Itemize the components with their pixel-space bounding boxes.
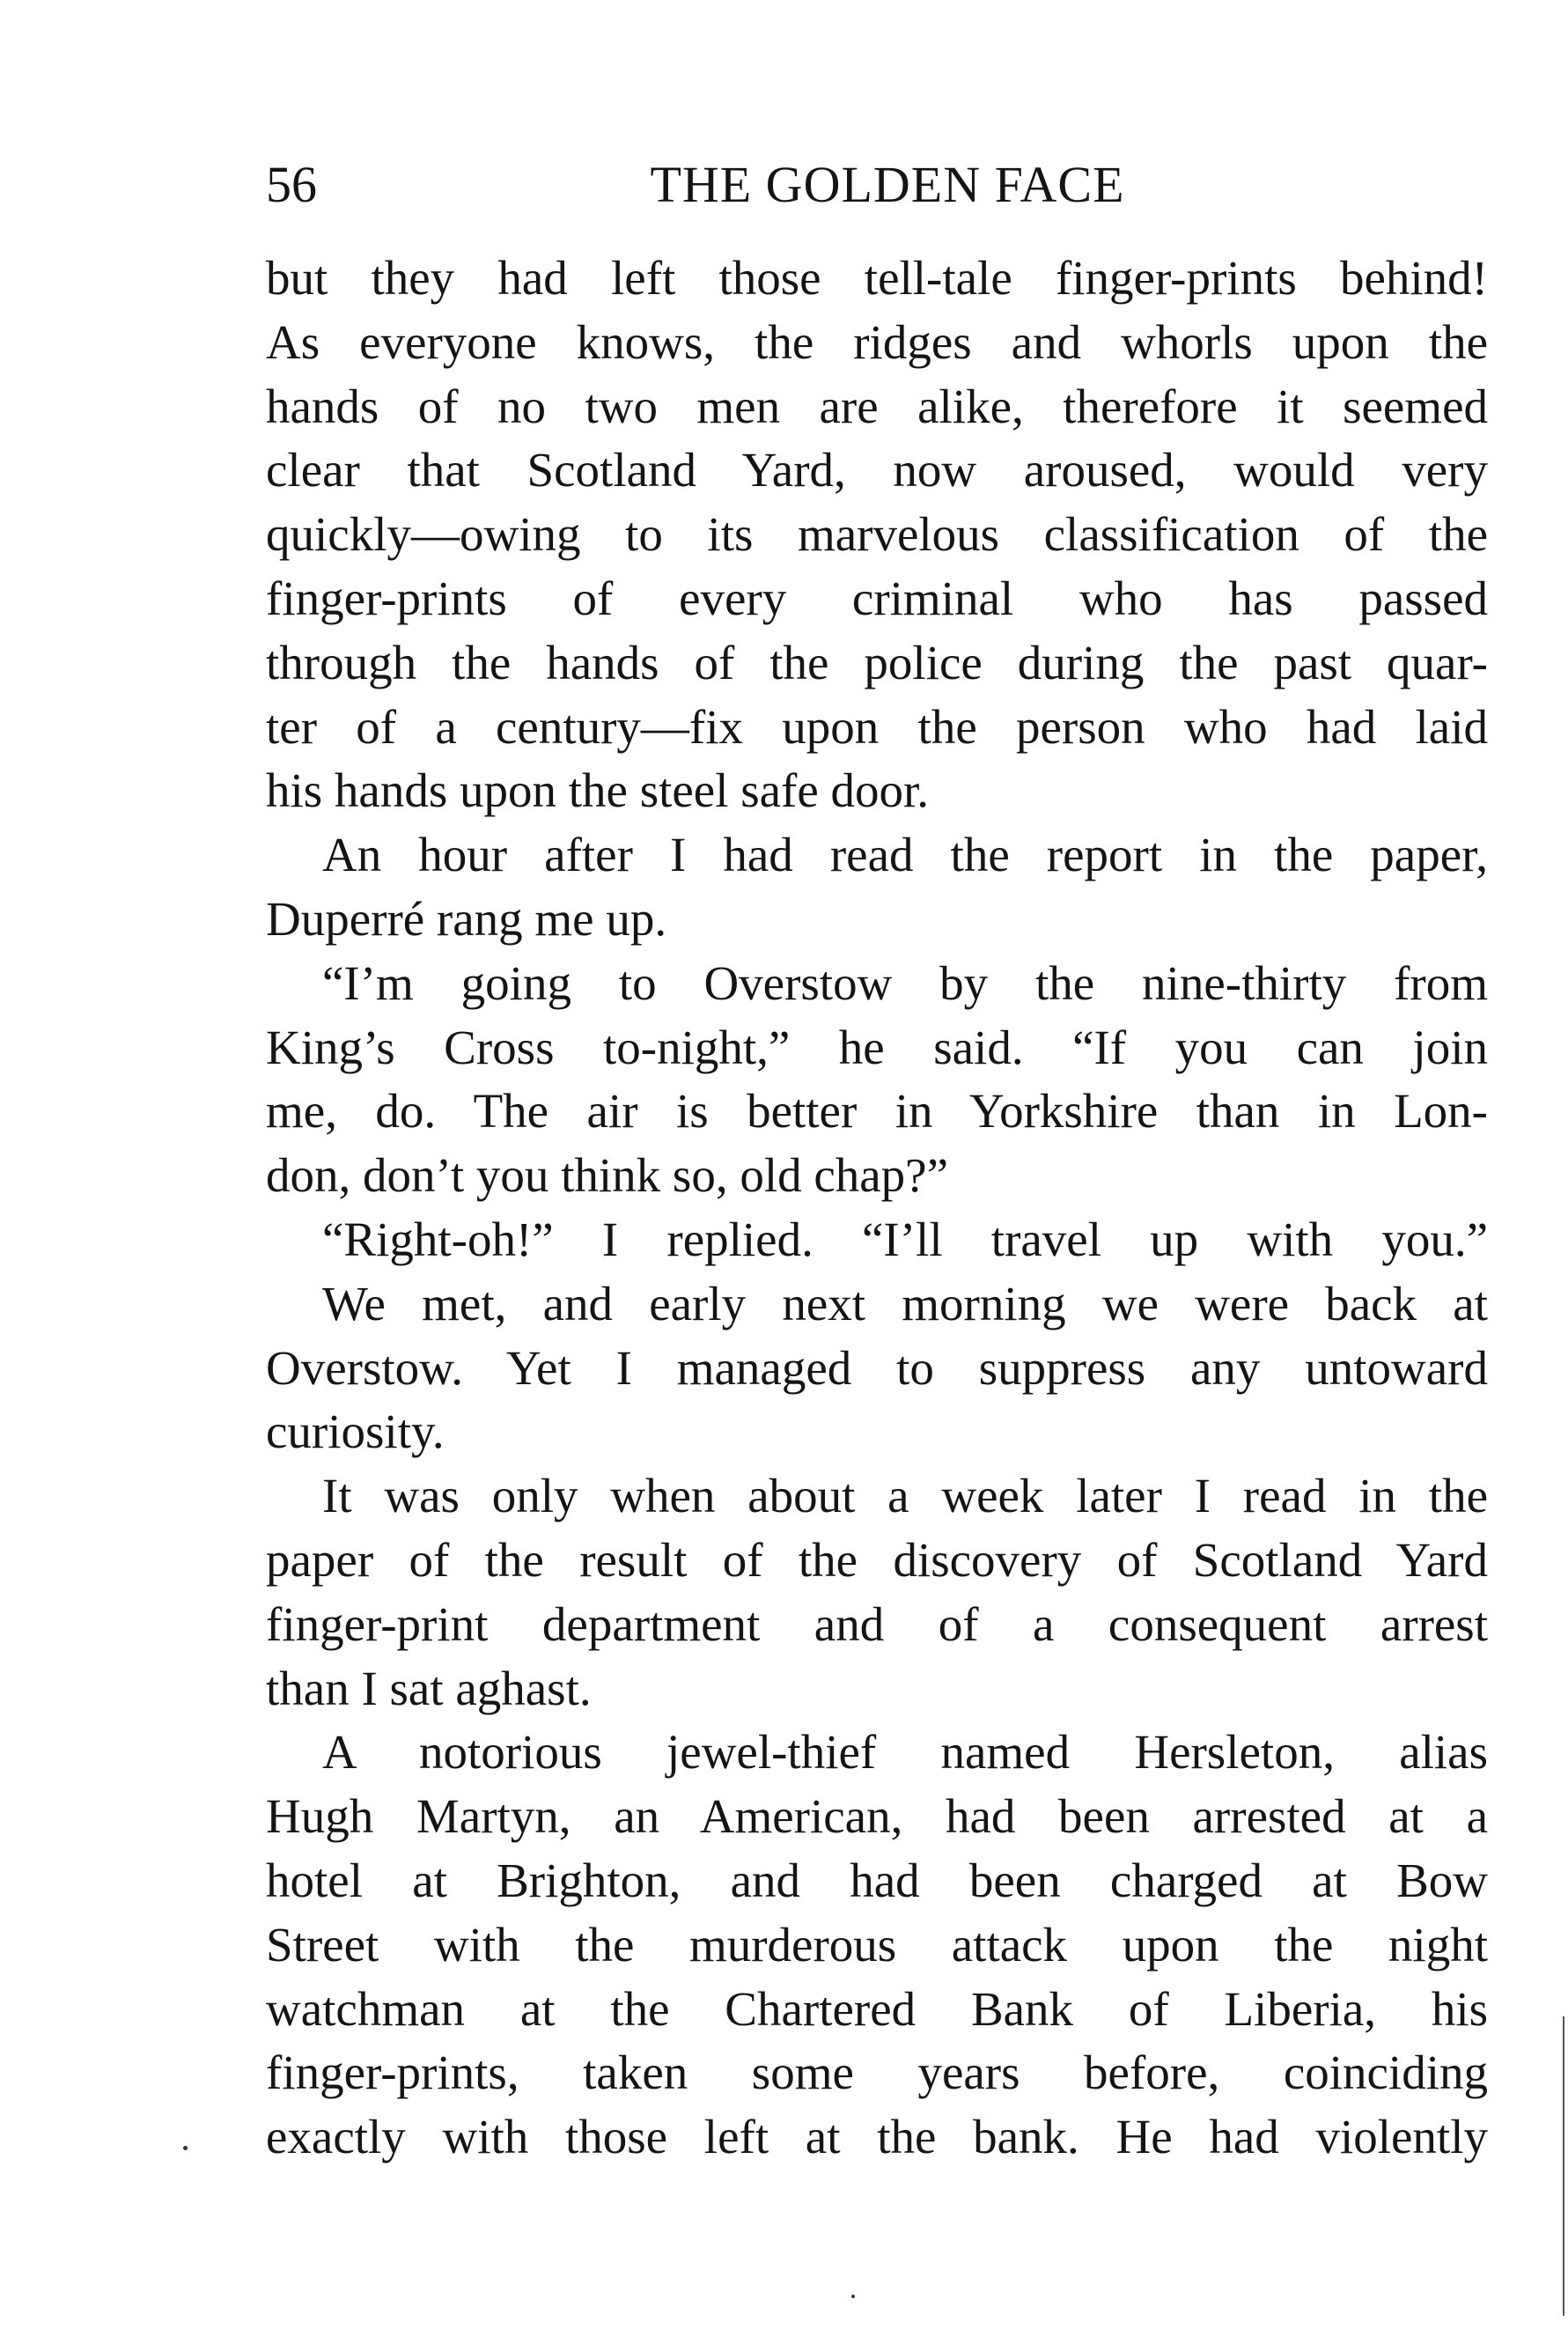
margin-speck — [183, 2146, 188, 2150]
text-line: don, don’t you think so, old chap?” — [266, 1148, 948, 1203]
text-line: clear that Scotland Yard, now aroused, would very — [266, 443, 1488, 497]
page-number: 56 — [266, 156, 317, 213]
text-line: hands of no two men are alike, therefore it seemed — [266, 379, 1488, 433]
text-line: finger-print department and of a consequent arrest — [266, 1596, 1488, 1651]
text-line: ter of a century—fix upon the person who had laid — [266, 699, 1488, 754]
bottom-speck — [851, 2295, 855, 2298]
text-line: finger-prints of every criminal who has passed — [266, 571, 1488, 625]
book-page — [266, 150, 1488, 2170]
text-line: curiosity. — [266, 1404, 445, 1459]
running-head — [266, 150, 1488, 220]
text-line: Overstow. Yet I managed to suppress any untoward — [266, 1340, 1488, 1395]
text-line: Duperré rang me up. — [266, 891, 667, 946]
text-line: Hugh Martyn, an American, had been arrested at a — [266, 1789, 1488, 1844]
text-line: quickly—owing to its marvelous classification of the — [266, 507, 1488, 562]
page-edge-mark — [1563, 2016, 1564, 2316]
text-line: King’s Cross to-night,” he said. “If you can join — [266, 1020, 1488, 1074]
text-line: An hour after I had read the report in the paper, — [322, 828, 1488, 882]
text-line: “I’m going to Overstow by the nine-thirty from — [322, 955, 1488, 1010]
text-line: Street with the murderous attack upon the night — [266, 1917, 1488, 1972]
text-line: his hands upon the steel safe door. — [266, 763, 930, 818]
text-line: than I sat aghast. — [266, 1661, 592, 1715]
text-line: watchman at the Chartered Bank of Liberia, his — [266, 1981, 1488, 2036]
text-line: It was only when about a week later I read in the — [322, 1469, 1488, 1523]
text-line: hotel at Brighton, and had been charged at Bow — [266, 1853, 1488, 1907]
text-line: finger-prints, taken some years before, coinciding — [266, 2045, 1488, 2100]
body-text — [266, 247, 1488, 2170]
text-line: As everyone knows, the ridges and whorls upon the — [266, 314, 1488, 369]
text-line: through the hands of the police during the past quar- — [266, 635, 1488, 689]
text-line: but they had left those tell-tale finger-prints behind! — [266, 251, 1488, 305]
text-line: A notorious jewel-thief named Hersleton, alias — [322, 1725, 1488, 1780]
text-line: “Right-oh!” I replied. “I’ll travel up with you.” — [322, 1212, 1488, 1266]
text-line: paper of the result of the discovery of Scotland Yard — [266, 1532, 1488, 1587]
text-line: We met, and early next morning we were back at — [322, 1276, 1488, 1330]
text-line: me, do. The air is better in Yorkshire than in Lon- — [266, 1084, 1488, 1139]
text-line: exactly with those left at the bank. He had violently — [266, 2110, 1488, 2164]
running-title: THE GOLDEN FACE — [650, 156, 1125, 213]
